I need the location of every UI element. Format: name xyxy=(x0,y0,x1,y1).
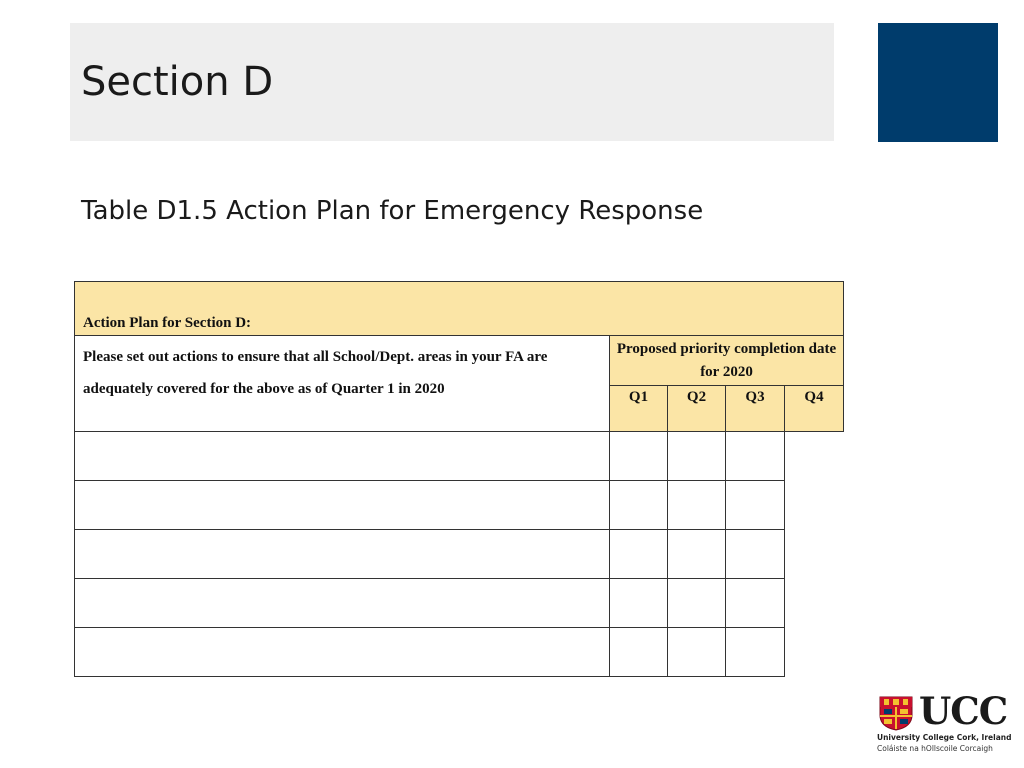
table-row xyxy=(75,579,844,628)
quarter-header-q4: Q4 xyxy=(785,386,844,432)
quarter-cell-q4[interactable] xyxy=(726,579,785,628)
quarter-cell-q3[interactable] xyxy=(668,628,726,677)
quarter-cell-q1[interactable] xyxy=(75,432,610,481)
ucc-crest-icon xyxy=(878,695,914,731)
quarter-cell-q1[interactable] xyxy=(75,530,610,579)
action-plan-table xyxy=(74,281,844,677)
table-row xyxy=(75,628,844,677)
quarter-cell-q2[interactable] xyxy=(610,579,668,628)
table-caption: Table D1.5 Action Plan for Emergency Response xyxy=(81,196,704,226)
quarter-cell-q4[interactable] xyxy=(726,628,785,677)
quarter-cell-q4[interactable] xyxy=(726,530,785,579)
brand-color-block xyxy=(878,23,998,142)
quarter-cell-q1[interactable] xyxy=(75,481,610,530)
ucc-wordmark: UCC xyxy=(919,689,1008,733)
quarter-cell-q2[interactable] xyxy=(610,628,668,677)
quarter-cell-q3[interactable] xyxy=(668,481,726,530)
completion-date-header: Proposed priority completion date for 2020 xyxy=(610,336,844,386)
quarter-cell-q1[interactable] xyxy=(75,579,610,628)
quarter-cell-q4[interactable] xyxy=(726,481,785,530)
page-title: Section D xyxy=(81,59,274,105)
quarter-cell-q1[interactable] xyxy=(75,628,610,677)
actions-input-area[interactable] xyxy=(75,336,610,432)
quarter-header-q2: Q2 xyxy=(668,386,726,432)
table-row xyxy=(75,481,844,530)
ucc-logo xyxy=(877,689,1012,755)
quarter-cell-q3[interactable] xyxy=(668,579,726,628)
quarter-cell-q2[interactable] xyxy=(610,481,668,530)
table-heading: Action Plan for Section D: xyxy=(75,282,844,336)
quarter-cell-q2[interactable] xyxy=(610,530,668,579)
table-row xyxy=(75,530,844,579)
quarter-cell-q3[interactable] xyxy=(668,432,726,481)
quarter-header-q1: Q1 xyxy=(610,386,668,432)
logo-line-irish: Coláiste na hOllscoile Corcaigh xyxy=(877,744,993,753)
quarter-cell-q3[interactable] xyxy=(668,530,726,579)
quarter-header-q3: Q3 xyxy=(726,386,785,432)
quarter-cell-q2[interactable] xyxy=(610,432,668,481)
table-row xyxy=(75,432,844,481)
title-bar xyxy=(70,23,834,141)
logo-line-english: University College Cork, Ireland xyxy=(877,733,1012,742)
instruction-text: Please set out actions to ensure that all School/Dept. areas in your FA are adequately covered for the above as of Quarter 1 in 2020 xyxy=(83,349,548,397)
quarter-cell-q4[interactable] xyxy=(726,432,785,481)
